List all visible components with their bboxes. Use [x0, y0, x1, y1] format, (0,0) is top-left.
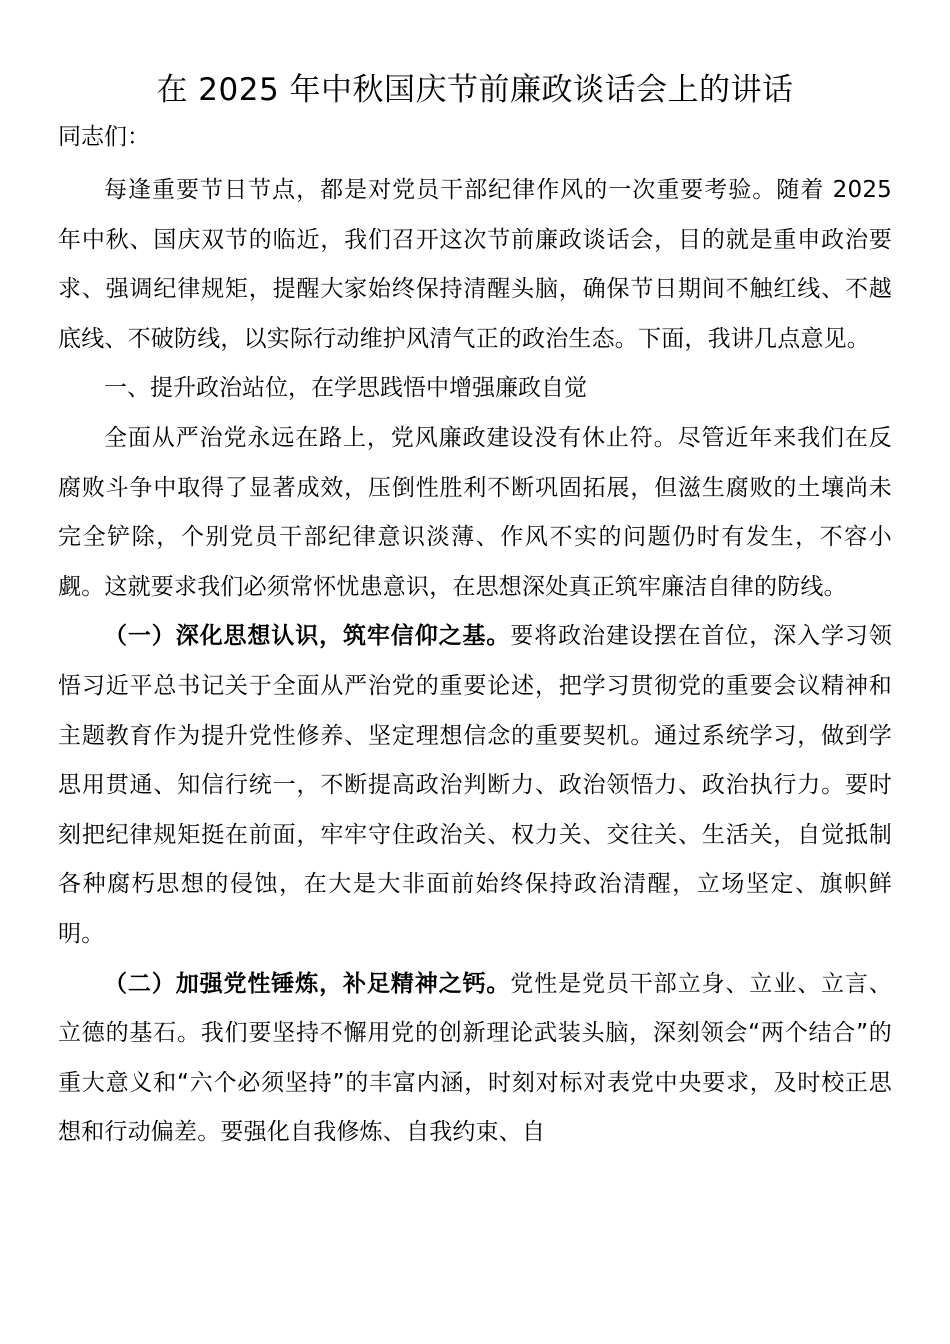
section-1-body: 全面从严治党永远在路上，党风廉政建设没有休止符。尽管近年来我们在反腐败斗争中取得了显著成效，压倒性胜利不断巩固拓展，但滋生腐败的土壤尚未完全铲除，个别党员干部纪律意识淡薄、作风不实的问题仍时有发生，不容小觑。这就要求我们必须常怀忧患意识，在思想深处真正筑牢廉洁自律的防线。 — [58, 424, 892, 600]
section-1-heading: 一、提升政治站位，在学思践悟中增强廉政自觉 — [104, 375, 587, 402]
intro-paragraph: 每逢重要节日节点，都是对党员干部纪律作风的一次重要考验。随着 2025 年中秋、国庆双节的临近，我们召开这次节前廉政谈话会，目的就是重申政治要求、强调纪律规矩，提醒大家始终保持清醒头脑，确保节日期间不触红线、不越底线、不破防线，以实际行动维护风清气正的政治生态。下面，我讲几点意见。 — [58, 177, 892, 352]
document-title: 在 2025 年中秋国庆节前廉政谈话会上的讲话 — [156, 72, 794, 108]
point-1-paragraph — [58, 612, 892, 959]
point-1-body: 要将政治建设摆在首位，深入学习领悟习近平总书记关于全面从严治党的重要论述，把学习贯彻党的重要会议精神和主题教育作为提升党性修养、坚定理想信念的重要契机。通过系统学习，做到学思用贯通、知信行统一，不断提高政治判断力、政治领悟力、政治执行力。要时刻把纪律规矩挺在前面，牢牢守住政治关、权力关、交往关、生活关，自觉抵制各种腐朽思想的侵蚀，在大是大非面前始终保持政治清醒，立场坚定、旗帜鲜明。 — [58, 623, 892, 947]
point-2-paragraph — [58, 960, 892, 1158]
point-2-lead: （二）加强党性锤炼，补足精神之钙。 — [104, 970, 511, 997]
point-1-lead: （一）深化思想认识，筑牢信仰之基。 — [104, 623, 511, 650]
salutation: 同志们： — [58, 124, 150, 150]
point-2-body: 党性是党员干部立身、立业、立言、立德的基石。我们要坚持不懈用党的创新理论武装头脑，深刻领会“两个结合”的重大意义和“六个必须坚持”的丰富内涵，时刻对标对表党中央要求，及时校正思想和行动偏差。要强化自我修炼、自我约束、自 — [58, 970, 892, 1146]
